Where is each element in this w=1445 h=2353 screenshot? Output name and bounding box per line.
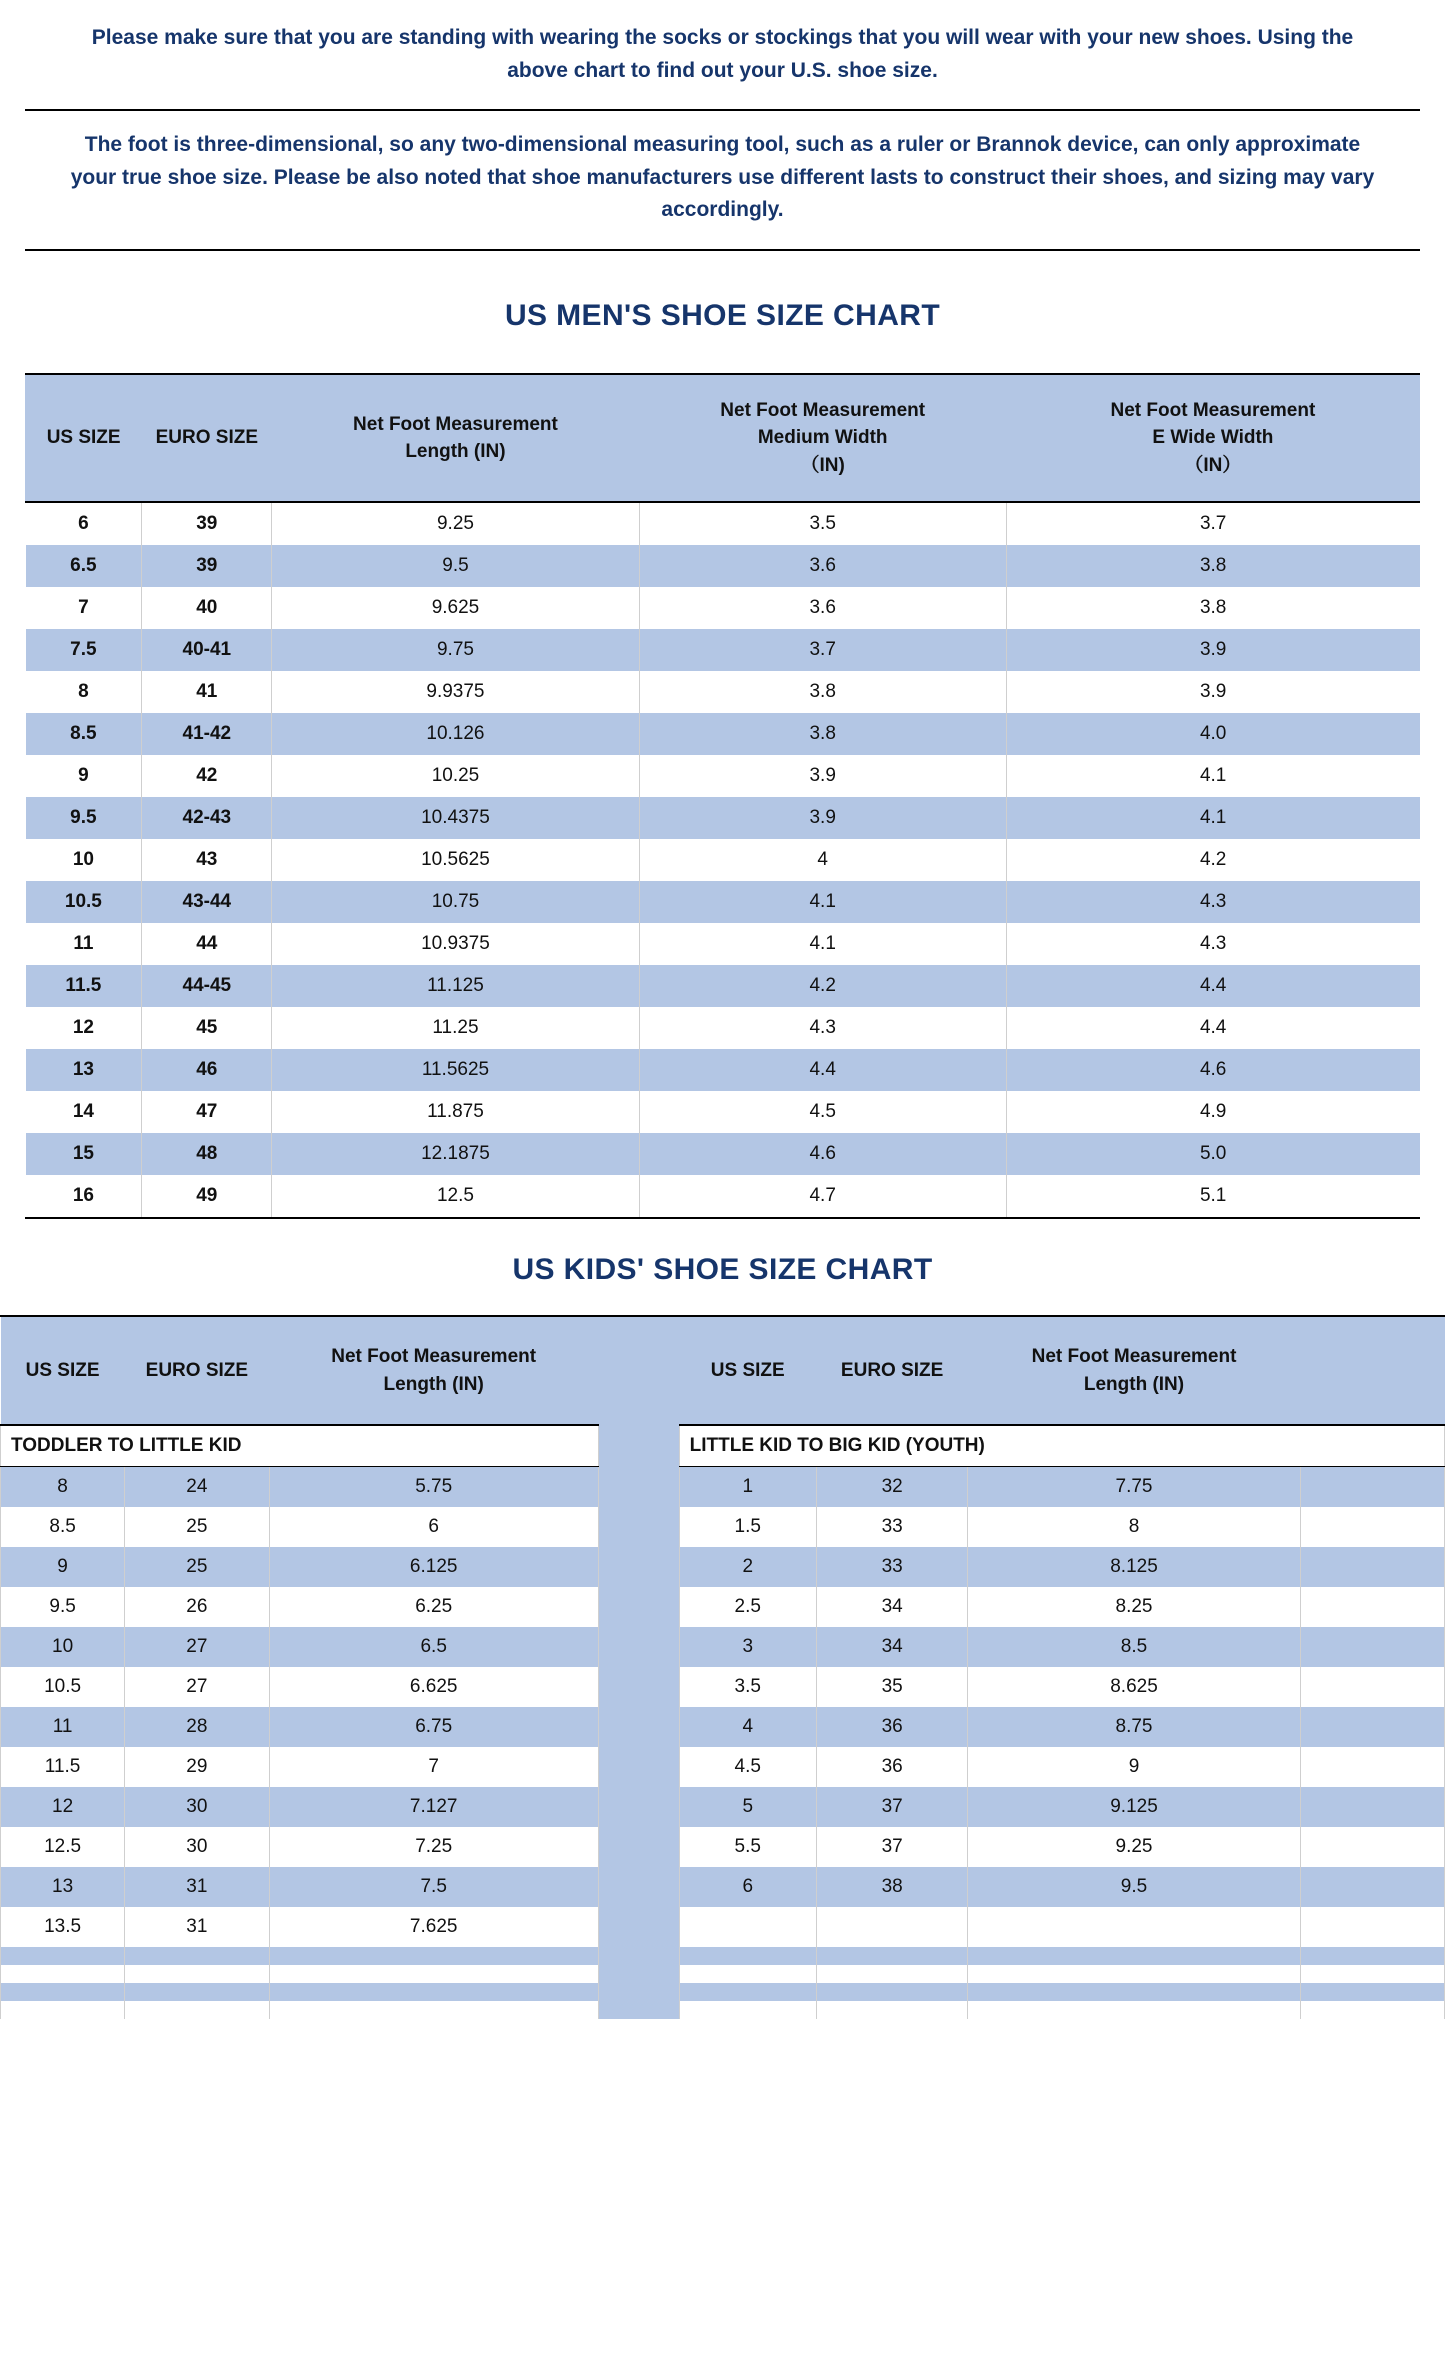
mens-col-wide-width-line1: Net Foot Measurement bbox=[1110, 399, 1316, 421]
table-row bbox=[1, 1867, 1445, 1907]
table-cell: 10.5 bbox=[26, 881, 142, 923]
table-cell: 8 bbox=[26, 671, 142, 713]
table-cell bbox=[1300, 1627, 1444, 1667]
table-cell bbox=[1300, 1947, 1444, 1965]
table-cell: 4 bbox=[639, 839, 1006, 881]
notice-measurement-disclaimer: The foot is three-dimensional, so any two-dimensional measuring tool, such as a ruler or Brannok device, can only approximate your true shoe size. Please be also noted that shoe manufacturers use different lasts to construct their shoes, and sizing may vary accordingly. bbox=[70, 133, 1375, 222]
table-cell: 10.25 bbox=[272, 755, 639, 797]
table-cell bbox=[1300, 1965, 1444, 1983]
table-cell: 3.8 bbox=[639, 713, 1006, 755]
table-cell: 10.4375 bbox=[272, 797, 639, 839]
kids-col-right-pad bbox=[1300, 1317, 1444, 1425]
table-row bbox=[26, 755, 1420, 797]
mens-col-wide-width bbox=[1006, 375, 1419, 503]
table-row bbox=[26, 1007, 1420, 1049]
table-cell bbox=[1300, 1667, 1444, 1707]
table-cell bbox=[1300, 1983, 1444, 2001]
table-cell: 10.126 bbox=[272, 713, 639, 755]
table-cell: 27 bbox=[125, 1627, 269, 1667]
table-cell: 27 bbox=[125, 1667, 269, 1707]
table-cell: 10.5625 bbox=[272, 839, 639, 881]
table-cell: 9.25 bbox=[272, 502, 639, 545]
table-cell bbox=[1, 2001, 125, 2019]
table-cell: 3.8 bbox=[1006, 587, 1419, 629]
kids-col-gap bbox=[598, 1317, 679, 1425]
table-cell: 4.4 bbox=[1006, 965, 1419, 1007]
table-cell: 36 bbox=[816, 1747, 968, 1787]
mens-table-head bbox=[26, 375, 1420, 503]
table-cell: 11.5 bbox=[1, 1747, 125, 1787]
table-cell bbox=[816, 1983, 968, 2001]
table-cell: 16 bbox=[26, 1175, 142, 1217]
table-cell: 10 bbox=[26, 839, 142, 881]
table-row bbox=[26, 881, 1420, 923]
table-cell: 4.1 bbox=[639, 923, 1006, 965]
table-cell bbox=[1300, 2001, 1444, 2019]
table-cell: 9 bbox=[968, 1747, 1300, 1787]
table-cell: 10.75 bbox=[272, 881, 639, 923]
kids-col-right-length bbox=[968, 1317, 1300, 1425]
table-row bbox=[26, 671, 1420, 713]
table-cell: 1.5 bbox=[679, 1507, 816, 1547]
table-cell: 36 bbox=[816, 1707, 968, 1747]
table-cell bbox=[1300, 1587, 1444, 1627]
kids-col-right-length-line2: Length (IN) bbox=[1083, 1373, 1185, 1395]
kids-gap-cell bbox=[598, 1747, 679, 1787]
table-cell bbox=[968, 1965, 1300, 1983]
table-cell: 5.5 bbox=[679, 1827, 816, 1867]
table-cell: 2.5 bbox=[679, 1587, 816, 1627]
kids-col-right-euro-size-line1: EURO SIZE bbox=[840, 1360, 944, 1382]
table-cell: 9.5 bbox=[272, 545, 639, 587]
table-cell: 7 bbox=[26, 587, 142, 629]
table-row bbox=[1, 1547, 1445, 1587]
kids-col-left-euro-size-line1: EURO SIZE bbox=[145, 1360, 249, 1382]
table-row bbox=[26, 797, 1420, 839]
kids-gap-cell bbox=[598, 1907, 679, 1947]
table-row bbox=[26, 839, 1420, 881]
table-cell: 8.5 bbox=[1, 1507, 125, 1547]
kids-gap-cell bbox=[598, 2001, 679, 2019]
kids-col-right-us-size-line1: US SIZE bbox=[710, 1360, 785, 1382]
table-cell: 4.3 bbox=[1006, 881, 1419, 923]
kids-gap-cell bbox=[598, 1867, 679, 1907]
table-cell bbox=[1300, 1747, 1444, 1787]
table-cell: 40 bbox=[142, 587, 272, 629]
table-cell: 11.125 bbox=[272, 965, 639, 1007]
table-row bbox=[26, 965, 1420, 1007]
table-cell: 48 bbox=[142, 1133, 272, 1175]
table-row bbox=[26, 587, 1420, 629]
table-cell bbox=[679, 1965, 816, 1983]
table-cell: 4.1 bbox=[1006, 797, 1419, 839]
table-cell bbox=[816, 1947, 968, 1965]
table-cell bbox=[968, 2001, 1300, 2019]
table-cell: 6.125 bbox=[269, 1547, 598, 1587]
table-cell: 9.5 bbox=[26, 797, 142, 839]
table-row bbox=[1, 1467, 1445, 1508]
table-cell: 7.5 bbox=[269, 1867, 598, 1907]
table-row bbox=[26, 1091, 1420, 1133]
table-cell: 7.625 bbox=[269, 1907, 598, 1947]
mens-col-medium-width bbox=[639, 375, 1006, 503]
table-cell: 6 bbox=[679, 1867, 816, 1907]
kids-right-subheader: LITTLE KID TO BIG KID (YOUTH) bbox=[679, 1425, 1444, 1467]
table-cell: 3.9 bbox=[639, 755, 1006, 797]
table-cell bbox=[968, 1983, 1300, 2001]
kids-col-left-length-line1: Net Foot Measurement bbox=[331, 1346, 537, 1368]
table-cell: 5.0 bbox=[1006, 1133, 1419, 1175]
mens-table-body bbox=[26, 502, 1420, 1217]
table-cell: 4.7 bbox=[639, 1175, 1006, 1217]
table-cell bbox=[679, 2001, 816, 2019]
table-cell: 46 bbox=[142, 1049, 272, 1091]
table-cell: 34 bbox=[816, 1587, 968, 1627]
table-cell bbox=[968, 1947, 1300, 1965]
table-cell: 4.2 bbox=[1006, 839, 1419, 881]
table-cell: 4.3 bbox=[1006, 923, 1419, 965]
table-row bbox=[1, 1907, 1445, 1947]
table-cell: 12 bbox=[1, 1787, 125, 1827]
table-cell: 7 bbox=[269, 1747, 598, 1787]
table-cell bbox=[1300, 1507, 1444, 1547]
table-row bbox=[26, 1133, 1420, 1175]
table-cell: 3.8 bbox=[639, 671, 1006, 713]
table-cell: 12.5 bbox=[1, 1827, 125, 1867]
table-cell: 3.9 bbox=[1006, 671, 1419, 713]
mens-col-wide-width-line2: E Wide Width bbox=[1152, 427, 1274, 449]
table-cell: 3.8 bbox=[1006, 545, 1419, 587]
table-cell bbox=[1, 1965, 125, 1983]
table-cell: 42-43 bbox=[142, 797, 272, 839]
table-row bbox=[1, 1587, 1445, 1627]
kids-gap-cell bbox=[598, 1587, 679, 1627]
table-cell: 12.5 bbox=[272, 1175, 639, 1217]
table-cell: 4.5 bbox=[639, 1091, 1006, 1133]
kids-gap-cell bbox=[598, 1787, 679, 1827]
table-row bbox=[26, 502, 1420, 545]
kids-col-left-us-size-line1: US SIZE bbox=[25, 1360, 100, 1382]
table-cell: 8.625 bbox=[968, 1667, 1300, 1707]
table-cell: 13 bbox=[1, 1867, 125, 1907]
table-cell: 8.75 bbox=[968, 1707, 1300, 1747]
table-cell: 8 bbox=[968, 1507, 1300, 1547]
table-cell bbox=[1, 1983, 125, 2001]
table-cell: 3.5 bbox=[639, 502, 1006, 545]
table-cell: 8.5 bbox=[968, 1627, 1300, 1667]
table-cell: 6.5 bbox=[269, 1627, 598, 1667]
mens-col-wide-width-line3: （IN） bbox=[1184, 454, 1242, 476]
table-cell: 11.5 bbox=[26, 965, 142, 1007]
table-cell: 9.75 bbox=[272, 629, 639, 671]
table-cell: 6 bbox=[269, 1507, 598, 1547]
table-cell: 10.9375 bbox=[272, 923, 639, 965]
table-cell: 6 bbox=[26, 502, 142, 545]
kids-chart-title: US KIDS' SHOE SIZE CHART bbox=[512, 1253, 933, 1287]
table-cell: 4.0 bbox=[1006, 713, 1419, 755]
table-cell: 29 bbox=[125, 1747, 269, 1787]
table-cell: 41 bbox=[142, 671, 272, 713]
table-cell: 42 bbox=[142, 755, 272, 797]
table-cell: 43-44 bbox=[142, 881, 272, 923]
table-cell: 41-42 bbox=[142, 713, 272, 755]
table-cell: 24 bbox=[125, 1467, 269, 1508]
mens-size-table bbox=[25, 375, 1420, 1218]
table-cell: 7.5 bbox=[26, 629, 142, 671]
table-cell: 31 bbox=[125, 1907, 269, 1947]
table-cell: 5.1 bbox=[1006, 1175, 1419, 1217]
kids-gap-cell bbox=[598, 1507, 679, 1547]
table-cell: 7.75 bbox=[968, 1467, 1300, 1508]
table-cell: 39 bbox=[142, 502, 272, 545]
table-cell: 5 bbox=[679, 1787, 816, 1827]
kids-gap-cell bbox=[598, 1467, 679, 1508]
mens-col-medium-width-line1: Net Foot Measurement bbox=[720, 399, 926, 421]
table-cell: 3.6 bbox=[639, 545, 1006, 587]
table-row bbox=[1, 1627, 1445, 1667]
table-cell bbox=[679, 1907, 816, 1947]
table-cell bbox=[679, 1947, 816, 1965]
table-cell: 3.9 bbox=[1006, 629, 1419, 671]
table-row bbox=[1, 1707, 1445, 1747]
table-cell: 6.5 bbox=[26, 545, 142, 587]
table-cell: 4.6 bbox=[1006, 1049, 1419, 1091]
table-cell: 25 bbox=[125, 1507, 269, 1547]
table-row bbox=[1, 1965, 1445, 1983]
table-cell: 39 bbox=[142, 545, 272, 587]
table-cell: 4.2 bbox=[639, 965, 1006, 1007]
table-row bbox=[26, 713, 1420, 755]
mens-col-euro-size bbox=[142, 375, 272, 503]
table-cell: 33 bbox=[816, 1507, 968, 1547]
table-cell: 4.1 bbox=[639, 881, 1006, 923]
table-cell: 45 bbox=[142, 1007, 272, 1049]
table-cell: 4.3 bbox=[639, 1007, 1006, 1049]
kids-gap-cell bbox=[598, 1983, 679, 2001]
table-cell: 5.75 bbox=[269, 1467, 598, 1508]
table-cell: 9.625 bbox=[272, 587, 639, 629]
table-cell: 6.75 bbox=[269, 1707, 598, 1747]
table-cell: 11.875 bbox=[272, 1091, 639, 1133]
mens-col-medium-width-line3: （IN) bbox=[800, 454, 845, 476]
table-row bbox=[26, 1175, 1420, 1217]
table-cell: 34 bbox=[816, 1627, 968, 1667]
table-cell: 30 bbox=[125, 1827, 269, 1867]
mens-col-length bbox=[272, 375, 639, 503]
kids-col-right-euro-size bbox=[816, 1317, 968, 1425]
table-cell bbox=[1, 1947, 125, 1965]
table-cell: 9.125 bbox=[968, 1787, 1300, 1827]
table-cell bbox=[816, 2001, 968, 2019]
table-row bbox=[26, 923, 1420, 965]
kids-header-row bbox=[1, 1317, 1445, 1425]
kids-col-right-us-size bbox=[679, 1317, 816, 1425]
table-cell: 32 bbox=[816, 1467, 968, 1508]
table-row bbox=[1, 1983, 1445, 2001]
kids-gap-cell bbox=[598, 1965, 679, 1983]
table-row bbox=[26, 629, 1420, 671]
kids-col-left-length-line2: Length (IN) bbox=[383, 1373, 484, 1395]
table-cell bbox=[1300, 1467, 1444, 1508]
table-cell: 15 bbox=[26, 1133, 142, 1175]
kids-col-right-length-line1: Net Foot Measurement bbox=[1031, 1346, 1237, 1368]
table-cell: 11.5625 bbox=[272, 1049, 639, 1091]
table-cell: 9.9375 bbox=[272, 671, 639, 713]
kids-col-left-euro-size bbox=[125, 1317, 269, 1425]
notice-socks: Please make sure that you are standing with wearing the socks or stockings that you will wear with your new shoes. Using the above chart to find out your U.S. shoe size. bbox=[91, 26, 1354, 82]
table-cell bbox=[269, 1947, 598, 1965]
table-cell: 40-41 bbox=[142, 629, 272, 671]
table-cell: 3.7 bbox=[639, 629, 1006, 671]
table-cell: 13.5 bbox=[1, 1907, 125, 1947]
table-cell: 30 bbox=[125, 1787, 269, 1827]
kids-col-left-length bbox=[269, 1317, 598, 1425]
mens-chart-title: US MEN'S SHOE SIZE CHART bbox=[504, 298, 941, 332]
table-cell: 8.125 bbox=[968, 1547, 1300, 1587]
mens-col-length-line1: Net Foot Measurement bbox=[353, 413, 558, 435]
table-cell bbox=[816, 1965, 968, 1983]
table-cell: 3 bbox=[679, 1627, 816, 1667]
mens-col-length-line2: Length (IN) bbox=[405, 441, 506, 463]
table-cell: 44 bbox=[142, 923, 272, 965]
kids-gap-cell bbox=[598, 1425, 679, 1467]
kids-gap-cell bbox=[598, 1627, 679, 1667]
table-cell: 2 bbox=[679, 1547, 816, 1587]
table-cell: 3.9 bbox=[639, 797, 1006, 839]
kids-col-left-us-size bbox=[1, 1317, 125, 1425]
table-cell bbox=[269, 1965, 598, 1983]
table-cell bbox=[968, 1907, 1300, 1947]
kids-gap-cell bbox=[598, 1667, 679, 1707]
kids-table-body bbox=[1, 1425, 1445, 2019]
mens-col-us-size-line1: US SIZE bbox=[46, 427, 121, 449]
table-cell: 25 bbox=[125, 1547, 269, 1587]
table-cell bbox=[125, 1965, 269, 1983]
table-cell: 4.1 bbox=[1006, 755, 1419, 797]
table-cell: 11 bbox=[26, 923, 142, 965]
table-cell: 8 bbox=[1, 1467, 125, 1508]
table-cell: 33 bbox=[816, 1547, 968, 1587]
table-row bbox=[1, 1667, 1445, 1707]
table-cell: 11 bbox=[1, 1707, 125, 1747]
kids-size-table bbox=[0, 1317, 1445, 2019]
table-row bbox=[1, 1947, 1445, 1965]
table-cell: 10 bbox=[1, 1627, 125, 1667]
table-cell: 4.5 bbox=[679, 1747, 816, 1787]
table-cell: 6.25 bbox=[269, 1587, 598, 1627]
table-cell: 26 bbox=[125, 1587, 269, 1627]
table-cell bbox=[125, 1947, 269, 1965]
table-cell: 49 bbox=[142, 1175, 272, 1217]
table-cell bbox=[1300, 1547, 1444, 1587]
kids-left-subheader: TODDLER TO LITTLE KID bbox=[1, 1425, 599, 1467]
table-cell bbox=[269, 2001, 598, 2019]
table-cell bbox=[1300, 1707, 1444, 1747]
table-cell: 9.5 bbox=[1, 1587, 125, 1627]
table-cell: 44-45 bbox=[142, 965, 272, 1007]
table-row bbox=[26, 545, 1420, 587]
mens-col-us-size bbox=[26, 375, 142, 503]
table-row bbox=[1, 1507, 1445, 1547]
mens-col-medium-width-line2: Medium Width bbox=[757, 427, 888, 449]
table-cell: 1 bbox=[679, 1467, 816, 1508]
table-cell: 13 bbox=[26, 1049, 142, 1091]
table-cell: 14 bbox=[26, 1091, 142, 1133]
table-row bbox=[1, 1827, 1445, 1867]
mens-header-row bbox=[26, 375, 1420, 503]
table-cell: 31 bbox=[125, 1867, 269, 1907]
table-cell: 12.1875 bbox=[272, 1133, 639, 1175]
table-cell: 7.127 bbox=[269, 1787, 598, 1827]
table-cell bbox=[125, 2001, 269, 2019]
table-cell: 4.9 bbox=[1006, 1091, 1419, 1133]
kids-table-head bbox=[1, 1317, 1445, 1425]
table-cell: 9 bbox=[1, 1547, 125, 1587]
table-cell bbox=[816, 1907, 968, 1947]
table-cell: 38 bbox=[816, 1867, 968, 1907]
table-cell: 4.4 bbox=[639, 1049, 1006, 1091]
kids-gap-cell bbox=[598, 1707, 679, 1747]
mens-col-euro-size-line1: EURO SIZE bbox=[155, 427, 259, 449]
table-cell: 4.4 bbox=[1006, 1007, 1419, 1049]
table-cell: 47 bbox=[142, 1091, 272, 1133]
table-cell: 8.25 bbox=[968, 1587, 1300, 1627]
kids-subheader-row bbox=[1, 1425, 1445, 1467]
mens-table-wrap bbox=[25, 375, 1420, 1218]
kids-gap-cell bbox=[598, 1827, 679, 1867]
table-cell: 6.625 bbox=[269, 1667, 598, 1707]
table-cell bbox=[1300, 1787, 1444, 1827]
table-cell: 3.7 bbox=[1006, 502, 1419, 545]
table-cell: 28 bbox=[125, 1707, 269, 1747]
kids-gap-cell bbox=[598, 1547, 679, 1587]
table-cell: 37 bbox=[816, 1787, 968, 1827]
table-cell bbox=[125, 1983, 269, 2001]
table-cell: 43 bbox=[142, 839, 272, 881]
table-cell bbox=[679, 1983, 816, 2001]
table-cell: 7.25 bbox=[269, 1827, 598, 1867]
table-cell: 3.6 bbox=[639, 587, 1006, 629]
table-cell: 9.25 bbox=[968, 1827, 1300, 1867]
table-cell: 4.6 bbox=[639, 1133, 1006, 1175]
table-cell bbox=[1300, 1907, 1444, 1947]
table-cell: 9.5 bbox=[968, 1867, 1300, 1907]
table-row bbox=[1, 2001, 1445, 2019]
kids-gap-cell bbox=[598, 1947, 679, 1965]
table-cell: 10.5 bbox=[1, 1667, 125, 1707]
table-cell: 4 bbox=[679, 1707, 816, 1747]
table-cell bbox=[1300, 1827, 1444, 1867]
table-row bbox=[26, 1049, 1420, 1091]
table-cell bbox=[1300, 1867, 1444, 1907]
table-cell: 9 bbox=[26, 755, 142, 797]
table-cell: 35 bbox=[816, 1667, 968, 1707]
table-cell: 11.25 bbox=[272, 1007, 639, 1049]
table-cell: 37 bbox=[816, 1827, 968, 1867]
table-row bbox=[1, 1787, 1445, 1827]
table-cell: 3.5 bbox=[679, 1667, 816, 1707]
table-cell: 12 bbox=[26, 1007, 142, 1049]
table-row bbox=[1, 1747, 1445, 1787]
table-cell: 8.5 bbox=[26, 713, 142, 755]
table-cell bbox=[269, 1983, 598, 2001]
